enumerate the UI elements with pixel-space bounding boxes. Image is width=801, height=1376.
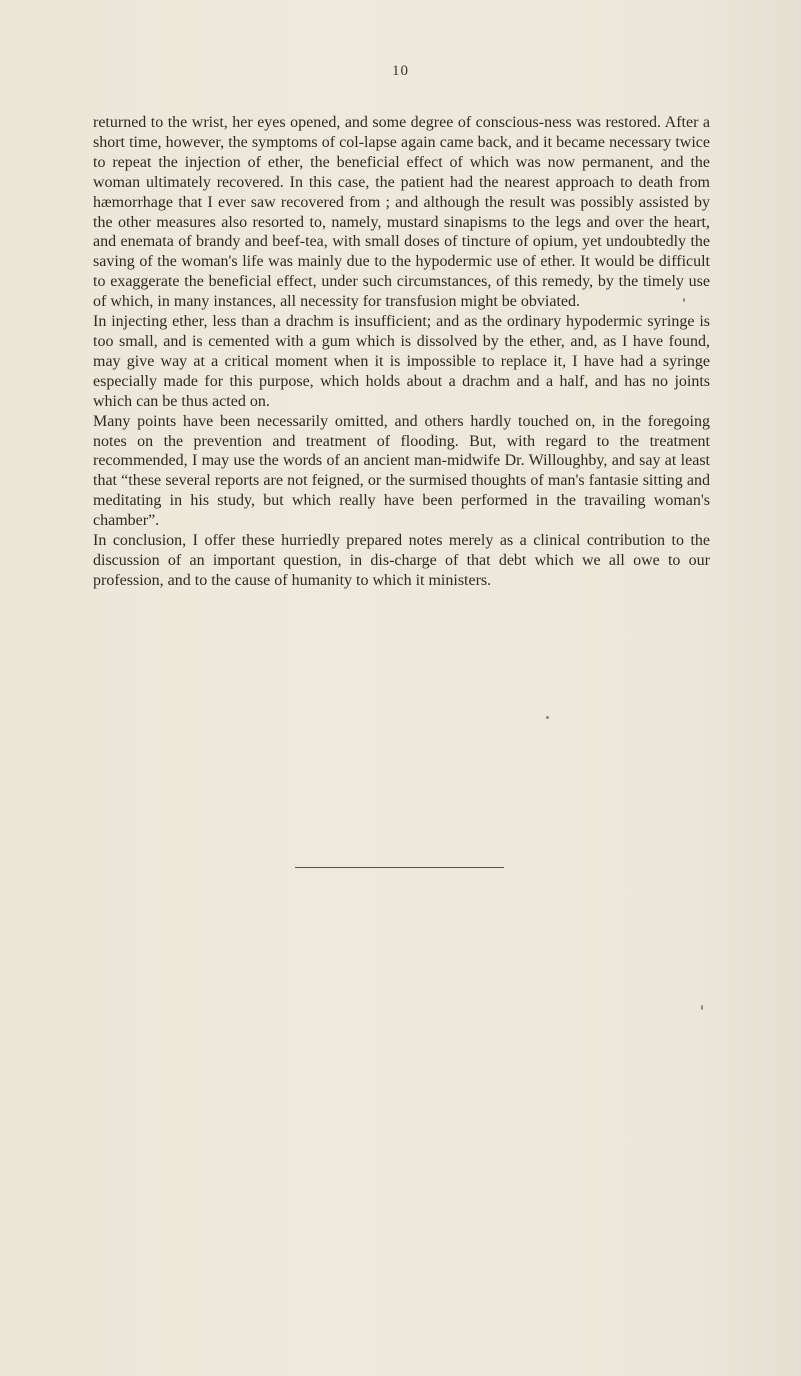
paragraph-1: returned to the wrist, her eyes opened, and some degree of conscious-ness was restored. After a short time, however, the symptoms of col-lapse again came back, and it became necessary twice to repeat the injection of ether, the beneficial effect of which was now permanent, and the woman ultimately recovered. In this case, the patient had the nearest approach to death from hæmorrhage that I ever saw recovered from ; and although the result was possibly assisted by the other measures also resorted to, namely, mustard sinapisms to the legs and over the heart, and enemata of brandy and beef-tea, with small doses of tincture of opium, yet undoubtedly the saving of the woman's life was mainly due to the hypodermic use of ether. It would be difficult to exaggerate the beneficial effect, under such circumstances, of this remedy, by the timely use of which, in many instances, all necessity for transfusion might be obviated. (93, 114, 710, 311)
paragraph-2: In injecting ether, less than a drachm is insufficient; and as the ordinary hypodermic syringe is too small, and is cemented with a gum which is dissolved by the ether, and, as I have found, may give way at a critical moment when it is impossible to replace it, I have had a syringe especially made for this purpose, which holds about a drachm and a half, and has no joints which can be thus acted on. (93, 313, 710, 410)
paragraph-4: In conclusion, I offer these hurriedly prepared notes merely as a clinical contribution to the discussion of an important question, in dis-charge of that debt which we all owe to our profession, and to the cause of humanity to which it ministers. (93, 532, 710, 589)
body-text (93, 113, 710, 591)
closing-rule (295, 867, 504, 868)
paper-speck (683, 298, 685, 302)
paper-speck (701, 1005, 703, 1010)
page-number: 10 (392, 63, 409, 79)
paragraph-3: Many points have been necessarily omitted, and others hardly touched on, in the foregoing notes on the prevention and treatment of flooding. But, with regard to the treatment recommended, I may use the words of an ancient man-midwife Dr. Willoughby, and say at least that “these several reports are not feigned, or the surmised thoughts of man's fantasie sitting and meditating in his study, but which really have been performed in the travailing woman's chamber”. (93, 412, 710, 530)
paper-speck (546, 716, 549, 719)
